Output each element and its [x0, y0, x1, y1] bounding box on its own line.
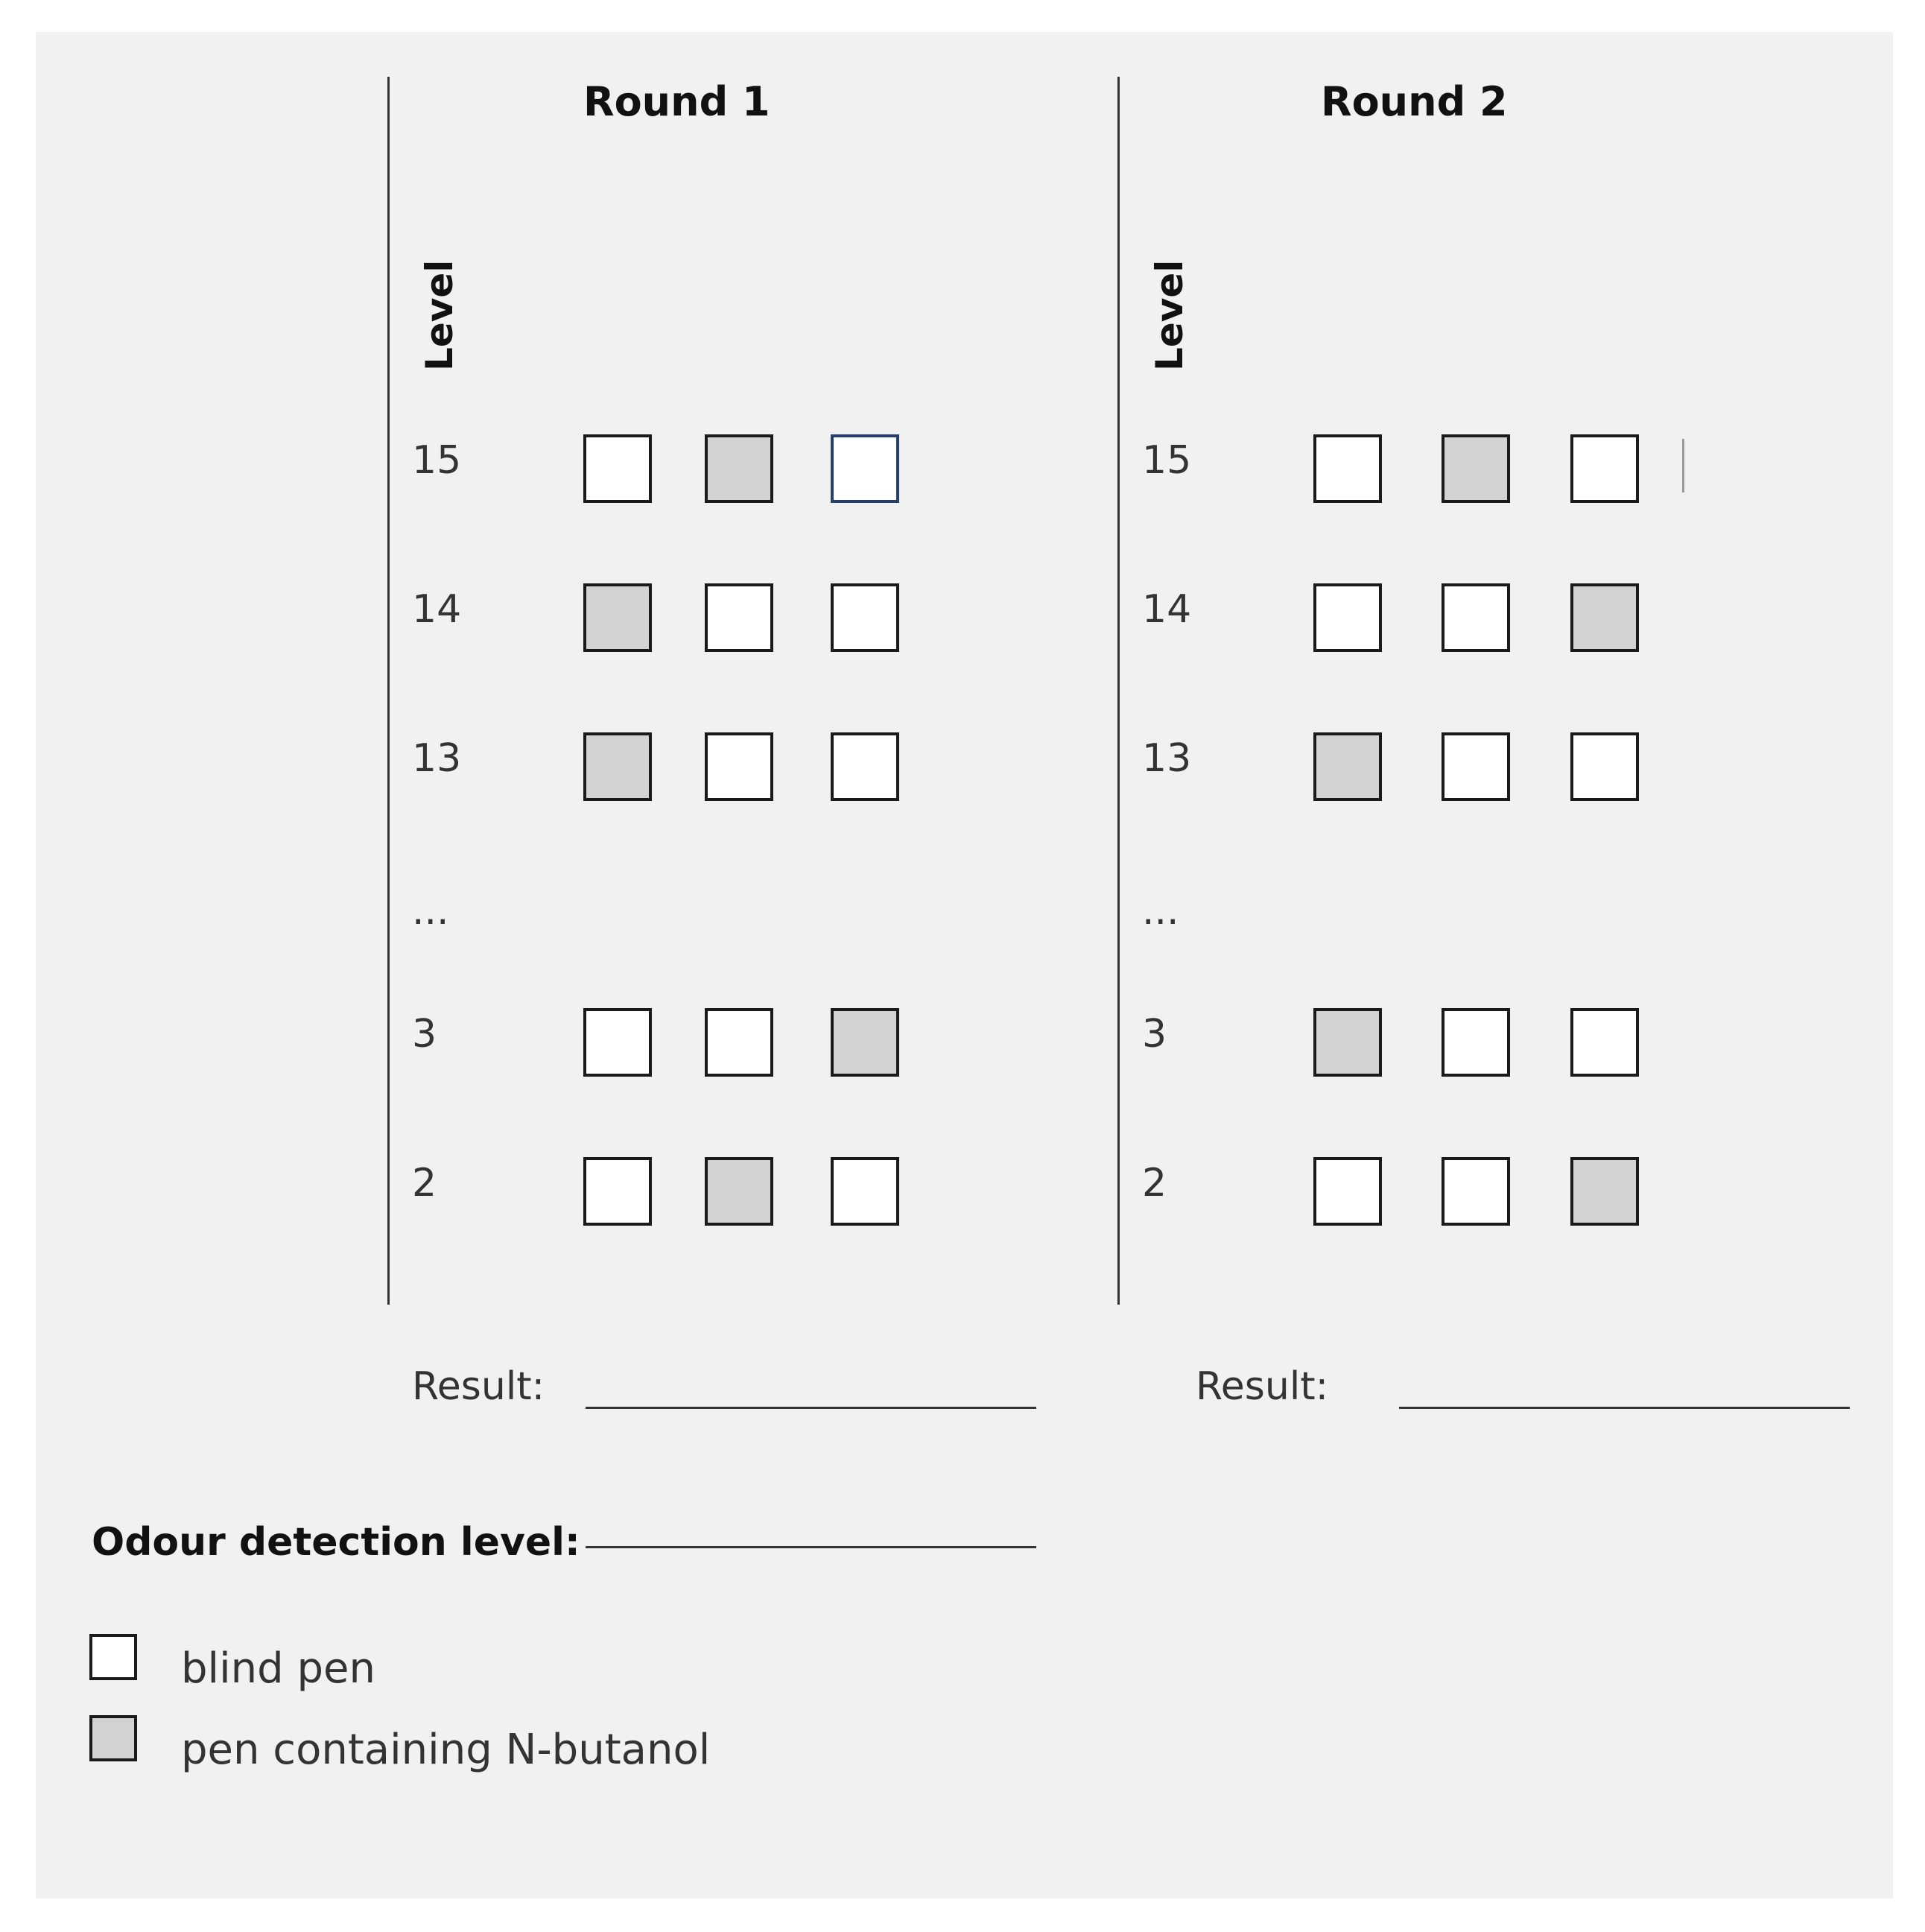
blind-pen-box[interactable] [583, 434, 652, 503]
blind-pen-box[interactable] [1442, 1157, 1510, 1226]
blind-pen-box[interactable] [831, 434, 899, 503]
legend-label-butanol: pen containing N-butanol [181, 1726, 711, 1774]
round-2-level-label: 14 [1142, 587, 1192, 632]
text-cursor [1682, 439, 1684, 492]
round-1-ellipsis: ... [412, 889, 449, 934]
round-1-level-label: 15 [412, 438, 462, 483]
round-2-level-header: Level [1148, 259, 1191, 371]
blind-pen-box[interactable] [1313, 1157, 1382, 1226]
round-1-level-label: 3 [412, 1012, 437, 1057]
blind-pen-box[interactable] [831, 583, 899, 652]
blind-pen-box[interactable] [1442, 583, 1510, 652]
butanol-pen-box[interactable] [583, 732, 652, 801]
round-2-level-label: 2 [1142, 1161, 1167, 1206]
butanol-pen-box[interactable] [1570, 1157, 1639, 1226]
blind-pen-box[interactable] [1570, 732, 1639, 801]
blind-pen-box[interactable] [831, 732, 899, 801]
butanol-pen-box[interactable] [705, 1157, 773, 1226]
legend-label-blind: blind pen [181, 1644, 375, 1693]
butanol-pen-box[interactable] [1313, 1008, 1382, 1077]
round-1-divider [387, 77, 390, 1305]
blind-pen-box[interactable] [1442, 1008, 1510, 1077]
butanol-pen-box[interactable] [583, 583, 652, 652]
blind-pen-box[interactable] [705, 1008, 773, 1077]
butanol-pen-box[interactable] [1570, 583, 1639, 652]
round-1-level-label: 2 [412, 1161, 437, 1206]
round-1-level-header: Level [418, 259, 461, 371]
blind-pen-box[interactable] [583, 1157, 652, 1226]
round-2-level-label: 15 [1142, 438, 1192, 483]
odour-detection-field[interactable] [586, 1546, 1036, 1548]
blind-pen-box[interactable] [705, 583, 773, 652]
butanol-pen-box[interactable] [1313, 732, 1382, 801]
blind-pen-box[interactable] [831, 1157, 899, 1226]
round-2-level-label: 13 [1142, 736, 1192, 781]
blind-pen-box[interactable] [1313, 434, 1382, 503]
round-2-result-field[interactable] [1399, 1407, 1850, 1409]
blind-pen-box[interactable] [583, 1008, 652, 1077]
odour-detection-label: Odour detection level: [92, 1520, 580, 1565]
blind-pen-box[interactable] [705, 732, 773, 801]
round-2-title: Round 2 [1321, 78, 1508, 125]
blind-pen-box[interactable] [1442, 732, 1510, 801]
round-2-level-label: 3 [1142, 1012, 1167, 1057]
round-2-result-label: Result: [1196, 1364, 1329, 1409]
blind-pen-box[interactable] [1313, 583, 1382, 652]
butanol-pen-box[interactable] [831, 1008, 899, 1077]
round-1-title: Round 1 [583, 78, 770, 125]
legend-swatch-blind [89, 1634, 137, 1680]
blind-pen-box[interactable] [1570, 1008, 1639, 1077]
test-sheet [36, 32, 1893, 1898]
round-2-ellipsis: ... [1142, 889, 1179, 934]
round-2-divider [1117, 77, 1120, 1305]
round-1-level-label: 13 [412, 736, 462, 781]
legend-swatch-butanol [89, 1715, 137, 1761]
butanol-pen-box[interactable] [705, 434, 773, 503]
round-1-result-field[interactable] [586, 1407, 1036, 1409]
round-1-level-label: 14 [412, 587, 462, 632]
blind-pen-box[interactable] [1570, 434, 1639, 503]
round-1-result-label: Result: [412, 1364, 545, 1409]
butanol-pen-box[interactable] [1442, 434, 1510, 503]
